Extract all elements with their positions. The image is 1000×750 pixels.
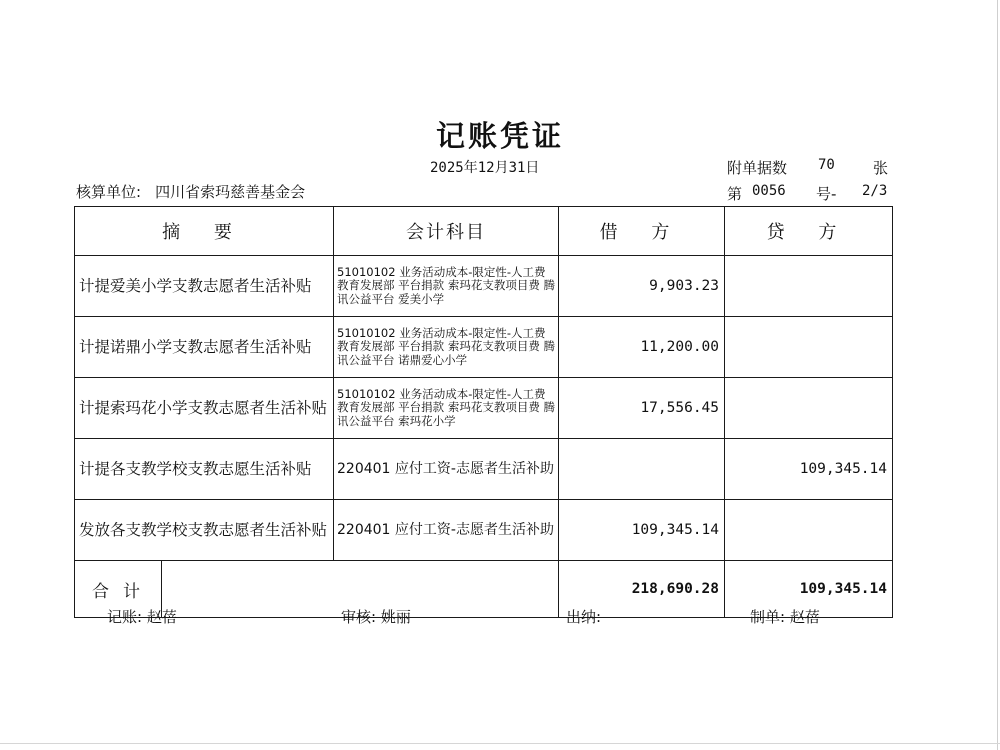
voucher-number-prefix: 第 xyxy=(727,185,743,203)
table-row xyxy=(75,500,893,561)
page-edge xyxy=(997,0,998,750)
signature-preparer: 制单: 赵蓓 xyxy=(750,608,820,626)
row-credit xyxy=(725,500,893,561)
row-summary: 计提诺鼎小学支教志愿者生活补贴 xyxy=(75,317,334,378)
row-account: 220401 应付工资-志愿者生活补助 xyxy=(334,500,559,561)
organization-name: 四川省索玛慈善基金会 xyxy=(155,183,306,201)
row-summary: 计提各支教学校支教志愿生活补贴 xyxy=(75,439,334,500)
table-row xyxy=(75,317,893,378)
row-debit: 17,556.45 xyxy=(559,378,725,439)
voucher-title: 记账凭证 xyxy=(435,119,564,153)
voucher-number-suffix: 号- xyxy=(816,185,837,203)
header-summary: 摘 要 xyxy=(75,207,334,256)
signature-reviewer: 审核: 姚丽 xyxy=(341,608,411,626)
row-debit xyxy=(559,439,725,500)
row-account: 220401 应付工资-志愿者生活补助 xyxy=(334,439,559,500)
signature-cashier: 出纳: xyxy=(566,608,602,626)
header-account: 会计科目 xyxy=(334,207,559,256)
organization-label: 核算单位: xyxy=(76,183,142,201)
table-row xyxy=(75,256,893,317)
total-label: 合计 xyxy=(75,561,162,618)
attachments-unit: 张 xyxy=(873,159,889,177)
row-credit xyxy=(725,256,893,317)
row-summary: 计提索玛花小学支教志愿者生活补贴 xyxy=(75,378,334,439)
voucher-date: 2025年12月31日 xyxy=(430,160,540,176)
voucher-number: 0056 xyxy=(752,183,786,199)
table-row xyxy=(75,439,893,500)
row-debit: 11,200.00 xyxy=(559,317,725,378)
table-row xyxy=(75,378,893,439)
row-credit: 109,345.14 xyxy=(725,439,893,500)
row-credit xyxy=(725,378,893,439)
row-summary: 计提爱美小学支教志愿者生活补贴 xyxy=(75,256,334,317)
organization xyxy=(76,181,305,202)
total-credit: 109,345.14 xyxy=(725,561,893,618)
total-debit: 218,690.28 xyxy=(559,561,725,618)
table-header-row xyxy=(75,207,893,256)
header-credit: 贷 方 xyxy=(725,207,893,256)
voucher-table xyxy=(74,206,893,618)
attachments-count: 70 xyxy=(818,157,835,173)
row-account: 51010102 业务活动成本-限定性-人工费 教育发展部 平台捐款 索玛花支教项目费 腾讯公益平台 爱美小学 xyxy=(334,256,559,317)
row-credit xyxy=(725,317,893,378)
page-edge xyxy=(0,743,1000,744)
header-debit: 借 方 xyxy=(559,207,725,256)
signature-bookkeeper: 记账: 赵蓓 xyxy=(107,608,177,626)
row-debit: 9,903.23 xyxy=(559,256,725,317)
attachments-label: 附单据数 xyxy=(727,159,788,177)
row-account: 51010102 业务活动成本-限定性-人工费 教育发展部 平台捐款 索玛花支教项目费 腾讯公益平台 诺鼎爱心小学 xyxy=(334,317,559,378)
row-summary: 发放各支教学校支教志愿者生活补贴 xyxy=(75,500,334,561)
page-fraction: 2/3 xyxy=(862,183,888,199)
row-debit: 109,345.14 xyxy=(559,500,725,561)
row-account: 51010102 业务活动成本-限定性-人工费 教育发展部 平台捐款 索玛花支教项目费 腾讯公益平台 索玛花小学 xyxy=(334,378,559,439)
